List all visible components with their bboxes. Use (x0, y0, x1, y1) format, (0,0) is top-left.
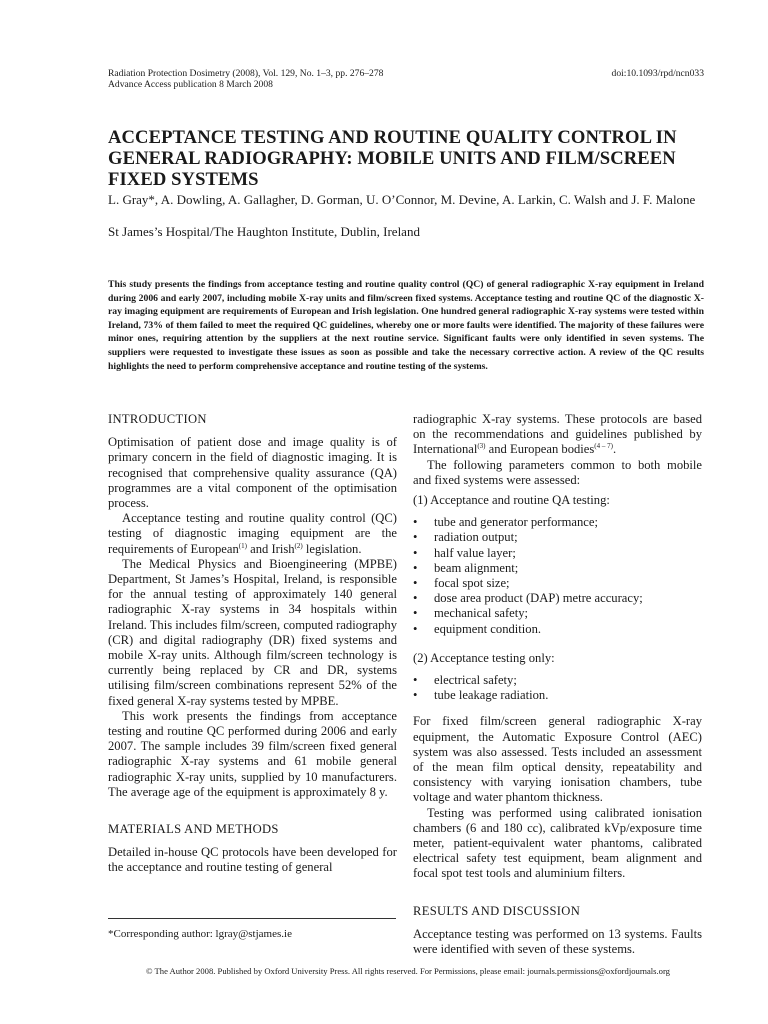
list-1 (413, 515, 702, 637)
intro-p2-text-b: and Irish (246, 541, 295, 556)
reference-1[interactable]: (1) (238, 541, 247, 550)
bullet-icon: • (413, 560, 418, 575)
methods-paragraph-2 (413, 412, 702, 458)
methods-p2-text-c: . (612, 442, 617, 457)
list-2-title: (2) Acceptance testing only: (413, 650, 555, 665)
left-column (108, 412, 397, 876)
section-heading-results: RESULTS AND DISCUSSION (413, 903, 581, 918)
abstract: This study presents the findings from acceptance testing and routine quality control (QC) of general radiographic X-ray equipment in Ireland during 2006 and early 2007, including mobile X-ray units and film/screen fixed systems. Acceptance testing and routine QC of the diagnostic X-ray imaging equipment are requirements of European and Irish legislation. One hundred general radiographic X-ray systems were tested within Ireland, 73% of them failed to meet the required QC guidelines, whereby one or more faults were identified. The majority of these failures were minor ones, requiring attention by the suppliers at the next routine service. Significant faults were only identified in seven systems. The suppliers were requested to investigate these issues as soon as possible and take the necessary corrective action. A review of the QC results highlights the need to perform comprehensive acceptance and routine testing of the systems. (108, 279, 704, 372)
intro-paragraph-1: Optimisation of patient dose and image quality is of primary concern in the field of diagnostic imaging. It is recognised that comprehensive quality assurance (QA) programmes are a vital component of the optimisation process. (108, 435, 397, 511)
corresponding-author-footnote: *Corresponding author: lgray@stjames.ie (108, 928, 292, 940)
intro-p2-text-a: Acceptance testing and routine quality control (QC) testing of diagnostic imaging equipment are the requirements of European (108, 511, 397, 556)
copyright-notice: © The Author 2008. Published by Oxford University Press. All rights reserved. For Permissions, please email: journals.permissions@oxfordjournals.org (146, 966, 670, 976)
list-item (413, 546, 702, 561)
affiliation: St James’s Hospital/The Haughton Institute, Dublin, Ireland (108, 224, 420, 239)
footnote-divider (108, 918, 396, 919)
bullet-icon: • (413, 530, 418, 545)
list-item-text: focal spot size; (434, 576, 510, 591)
bullet-icon: • (413, 515, 418, 530)
list-item-text: tube and generator performance; (434, 515, 598, 530)
list-item (413, 688, 702, 703)
article-title: ACCEPTANCE TESTING AND ROUTINE QUALITY CONTROL IN GENERAL RADIOGRAPHY: MOBILE UNITS AND FILM/SCREEN FIXED SYSTEMS (108, 127, 677, 190)
reference-4-7[interactable]: (4 – 7) (594, 442, 613, 451)
list-item-text: tube leakage radiation. (434, 688, 549, 703)
intro-paragraph-4: This work presents the findings from acceptance testing and routine QC performed during 2006 and early 2007. The sample includes 39 film/screen fixed general radiographic X-ray systems and 61 mobile general radiographic X-ray units, supplied by 10 manufacturers. The average age of the equipment is approximately 8 y. (108, 708, 397, 799)
methods-paragraph-1: Detailed in-house QC protocols have been developed for the acceptance and routine testing of general (108, 845, 397, 875)
section-heading-introduction: INTRODUCTION (108, 412, 207, 426)
bullet-icon: • (413, 576, 418, 591)
intro-paragraph-3: The Medical Physics and Bioengineering (MPBE) Department, St James’s Hospital, Ireland, is responsible for the annual testing of approximately 140 general radiographic X-ray systems in 34 hospitals within Ireland. This includes film/screen, computed radiography (CR) and digital radiography (DR) fixed systems and mobile X-ray units. Although film/screen technology is currently being replaced by CR and DR, systems utilising film/screen combinations represent 52% of the fixed general X-ray systems tested by MPBE. (108, 556, 397, 708)
list-item-text: equipment condition. (434, 621, 542, 636)
list-item (413, 576, 702, 591)
list-2 (413, 673, 702, 703)
list-item-text: electrical safety; (434, 673, 517, 688)
reference-3[interactable]: (3) (477, 442, 486, 451)
bullet-icon: • (413, 545, 418, 560)
intro-p2-text-c: legislation. (302, 541, 362, 556)
bullet-icon: • (413, 688, 418, 703)
bullet-icon: • (413, 606, 418, 621)
list-item-text: mechanical safety; (434, 606, 529, 621)
list-item (413, 530, 702, 545)
list-item-text: dose area product (DAP) metre accuracy; (434, 591, 643, 606)
list-item (413, 515, 702, 530)
advance-access-line: Advance Access publication 8 March 2008 (108, 79, 273, 90)
methods-paragraph-3: The following parameters common to both mobile and fixed systems were assessed: (413, 457, 702, 487)
reference-2[interactable]: (2) (294, 541, 303, 550)
bullet-icon: • (413, 673, 418, 688)
bullet-icon: • (413, 591, 418, 606)
author-list: L. Gray*, A. Dowling, A. Gallagher, D. Gorman, U. O’Connor, M. Devine, A. Larkin, C. Walsh and J. F. Malone (108, 192, 696, 207)
list-item (413, 673, 702, 688)
list-1-title: (1) Acceptance and routine QA testing: (413, 493, 610, 508)
list-item-text: half value layer; (434, 545, 516, 560)
bullet-icon: • (413, 621, 418, 636)
intro-paragraph-2 (108, 511, 397, 557)
journal-citation: Radiation Protection Dosimetry (2008), Vol. 129, No. 1–3, pp. 276–278 (108, 68, 384, 79)
list-item-text: radiation output; (434, 530, 518, 545)
methods-paragraph-4: For fixed film/screen general radiographic X-ray equipment, the Automatic Exposure Control (AEC) system was also assessed. Tests included an assessment of the mean film optical density, repeatability and consistency with varying ionisation chambers, tube voltage and water phantom thickness. (413, 714, 702, 805)
list-item (413, 591, 702, 606)
methods-p2-text-b: and European bodies (485, 442, 595, 457)
methods-paragraph-5: Testing was performed using calibrated ionisation chambers (6 and 180 cc), calibrated kVp/exposure time meter, patient-equivalent water phantoms, calibrated electrical safety test equipment, beam alignment and focal spot test tools and aluminium filters. (413, 805, 702, 881)
section-heading-methods: MATERIALS AND METHODS (108, 822, 279, 837)
journal-header (108, 68, 704, 90)
results-paragraph-1: Acceptance testing was performed on 13 systems. Faults were identified with seven of these systems. (413, 926, 702, 957)
right-column (413, 412, 702, 957)
list-item (413, 561, 702, 576)
doi-link[interactable]: doi:10.1093/rpd/ncn033 (611, 68, 704, 79)
list-item (413, 606, 702, 621)
list-item (413, 622, 702, 637)
methods-p2-text-a: radiographic X-ray systems. These protocols are based on the recommendations and guidelines published by International (413, 412, 702, 457)
list-item-text: beam alignment; (434, 560, 519, 575)
